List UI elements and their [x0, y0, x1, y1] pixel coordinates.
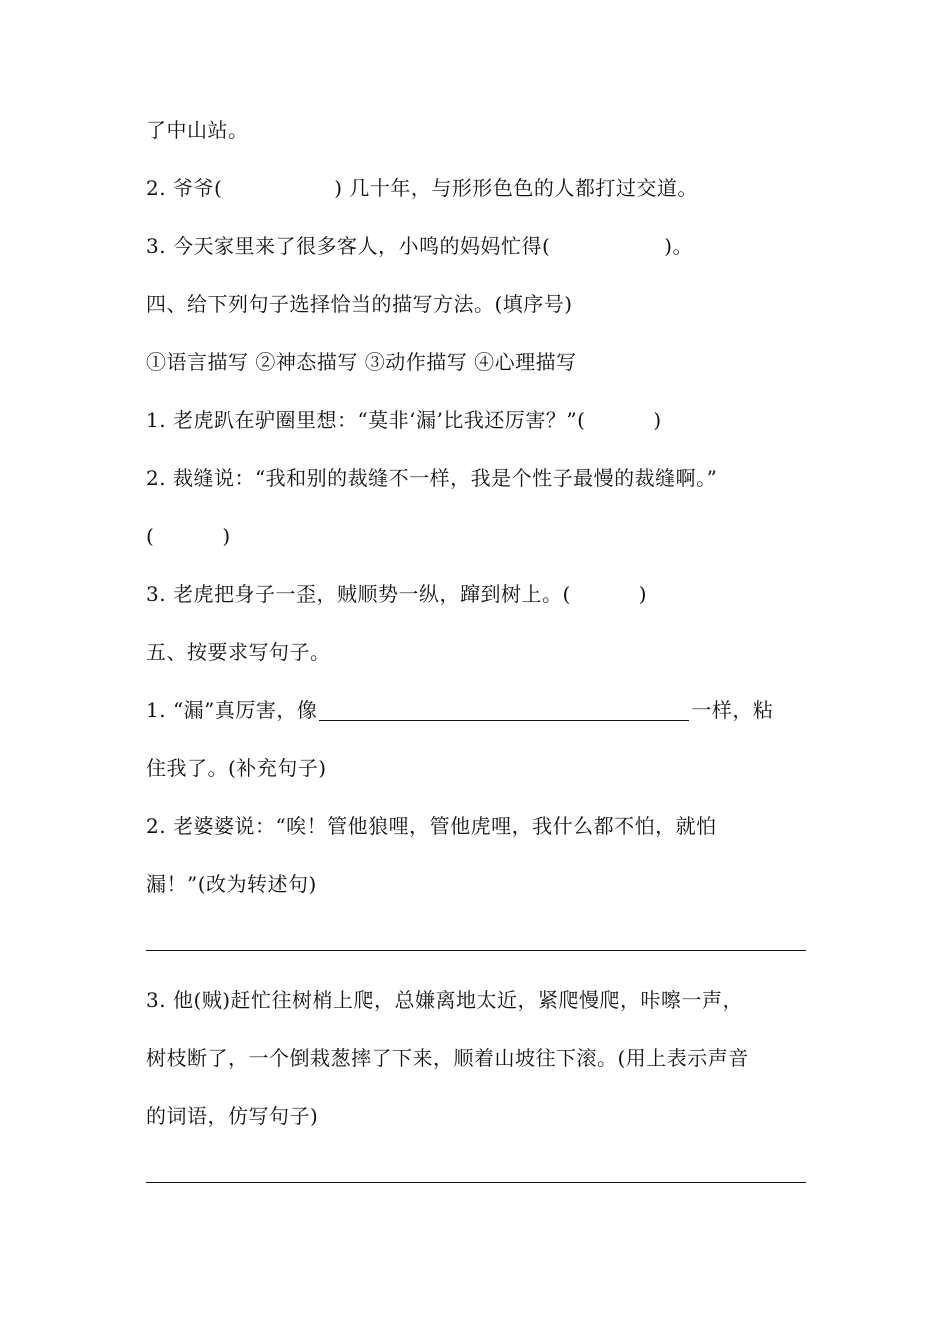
answer-line[interactable]: [146, 950, 806, 951]
question-3-2: 2. 爷爷( ) 几十年，与形形色色的人都打过交道。: [146, 176, 698, 200]
continuation-line: 了中山站。: [146, 118, 249, 142]
question-4-2: 2. 裁缝说：“我和别的裁缝不一样，我是个性子最慢的裁缝啊。”: [146, 466, 718, 490]
question-5-3: 3. 他(贼)赶忙往树梢上爬，总嫌离地太近，紧爬慢爬，咔嚓一声，: [146, 988, 744, 1012]
question-4-1: 1. 老虎趴在驴圈里想：“莫非‘漏’比我还厉害？”( ): [146, 408, 662, 432]
question-5-2-continued: 漏！”(改为转述句): [146, 872, 317, 896]
question-5-1: 1. “漏”真厉害，像 一样，粘: [146, 698, 774, 722]
question-4-2-answer: ( ): [146, 524, 231, 548]
section-4-heading: 四、给下列句子选择恰当的描写方法。(填序号): [146, 292, 573, 316]
question-3-3: 3. 今天家里来了很多客人，小鸣的妈妈忙得( )。: [146, 234, 694, 258]
question-4-3: 3. 老虎把身子一歪，贼顺势一纵，蹿到树上。( ): [146, 582, 648, 606]
fill-in-underline[interactable]: [319, 700, 689, 721]
question-5-1-continued: 住我了。(补充句子): [146, 756, 327, 780]
answer-line[interactable]: [146, 1182, 806, 1183]
question-5-3-instruction: 的词语，仿写句子): [146, 1104, 319, 1128]
question-5-2: 2. 老婆婆说：“唉！管他狼哩，管他虎哩，我什么都不怕，就怕: [146, 814, 717, 838]
section-5-heading: 五、按要求写句子。: [146, 640, 331, 664]
description-options: ①语言描写 ②神态描写 ③动作描写 ④心理描写: [146, 350, 577, 374]
question-5-3-continued: 树枝断了，一个倒栽葱摔了下来，顺着山坡往下滚。(用上表示声音: [146, 1046, 749, 1070]
